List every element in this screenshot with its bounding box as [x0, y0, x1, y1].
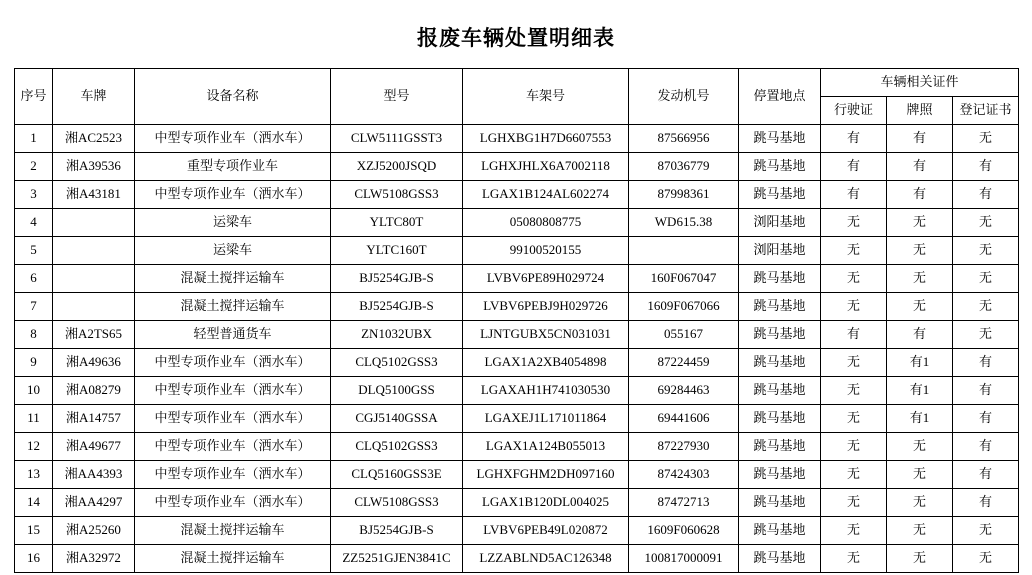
cell-place: 跳马基地: [739, 489, 821, 517]
cell-register: 无: [953, 125, 1019, 153]
cell-driving: 无: [821, 377, 887, 405]
cell-seq: 12: [15, 433, 53, 461]
cell-vin: LGAXEJ1L171011864: [463, 405, 629, 433]
cell-engine: 87424303: [629, 461, 739, 489]
cell-model: CLQ5160GSS3E: [331, 461, 463, 489]
cell-model: YLTC160T: [331, 237, 463, 265]
cell-name: 中型专项作业车（洒水车）: [135, 433, 331, 461]
table-row: [15, 153, 1019, 181]
cell-seq: 16: [15, 545, 53, 573]
cell-vin: LVBV6PEB49L020872: [463, 517, 629, 545]
cell-driving: 有: [821, 153, 887, 181]
cell-name: 混凝土搅拌运输车: [135, 293, 331, 321]
cell-vin: LGAXAH1H741030530: [463, 377, 629, 405]
table-row: [15, 349, 1019, 377]
cell-register: 无: [953, 265, 1019, 293]
cell-register: 无: [953, 545, 1019, 573]
cell-engine: 87998361: [629, 181, 739, 209]
table-row: [15, 489, 1019, 517]
cell-engine: 1609F067066: [629, 293, 739, 321]
table-row: [15, 293, 1019, 321]
cell-engine: 1609F060628: [629, 517, 739, 545]
cell-seq: 6: [15, 265, 53, 293]
table-body: [15, 125, 1019, 573]
cell-driving: 无: [821, 405, 887, 433]
cell-plate: 湘AC2523: [53, 125, 135, 153]
cell-driving: 无: [821, 461, 887, 489]
cell-driving: 无: [821, 209, 887, 237]
header-plate: 车牌: [53, 69, 135, 125]
cell-model: BJ5254GJB-S: [331, 265, 463, 293]
cell-register: 无: [953, 237, 1019, 265]
cell-model: DLQ5100GSS: [331, 377, 463, 405]
cell-driving: 无: [821, 433, 887, 461]
table-row: [15, 405, 1019, 433]
cell-place: 跳马基地: [739, 321, 821, 349]
cell-register: 有: [953, 489, 1019, 517]
cell-plate: 湘A08279: [53, 377, 135, 405]
cell-vin: 05080808775: [463, 209, 629, 237]
cell-license: 有1: [887, 349, 953, 377]
cell-model: BJ5254GJB-S: [331, 517, 463, 545]
cell-driving: 有: [821, 321, 887, 349]
cell-place: 跳马基地: [739, 405, 821, 433]
cell-name: 混凝土搅拌运输车: [135, 517, 331, 545]
cell-license: 无: [887, 517, 953, 545]
cell-license: 有: [887, 321, 953, 349]
table-row: [15, 517, 1019, 545]
cell-driving: 无: [821, 265, 887, 293]
cell-name: 中型专项作业车（洒水车）: [135, 405, 331, 433]
cell-plate: 湘A32972: [53, 545, 135, 573]
cell-engine: 055167: [629, 321, 739, 349]
cell-name: 中型专项作业车（洒水车）: [135, 489, 331, 517]
cell-engine: [629, 237, 739, 265]
cell-plate: 湘A2TS65: [53, 321, 135, 349]
cell-vin: LGHXBG1H7D6607553: [463, 125, 629, 153]
cell-place: 跳马基地: [739, 545, 821, 573]
cell-vin: LVBV6PE89H029724: [463, 265, 629, 293]
cell-place: 跳马基地: [739, 433, 821, 461]
cell-seq: 13: [15, 461, 53, 489]
header-vin: 车架号: [463, 69, 629, 125]
cell-name: 混凝土搅拌运输车: [135, 545, 331, 573]
cell-driving: 有: [821, 181, 887, 209]
cell-name: 重型专项作业车: [135, 153, 331, 181]
table-row: [15, 265, 1019, 293]
cell-license: 无: [887, 433, 953, 461]
cell-name: 中型专项作业车（洒水车）: [135, 181, 331, 209]
cell-plate: 湘A49677: [53, 433, 135, 461]
cell-register: 有: [953, 405, 1019, 433]
header-certificate-group: 车辆相关证件: [821, 69, 1019, 97]
cell-engine: 160F067047: [629, 265, 739, 293]
cell-plate: [53, 265, 135, 293]
cell-model: CLW5108GSS3: [331, 181, 463, 209]
cell-plate: 湘A39536: [53, 153, 135, 181]
cell-driving: 有: [821, 125, 887, 153]
cell-model: CLW5111GSST3: [331, 125, 463, 153]
cell-register: 无: [953, 517, 1019, 545]
cell-place: 跳马基地: [739, 461, 821, 489]
cell-seq: 4: [15, 209, 53, 237]
cell-vin: LGAX1B120DL004025: [463, 489, 629, 517]
cell-vin: LZZABLND5AC126348: [463, 545, 629, 573]
cell-driving: 无: [821, 517, 887, 545]
cell-engine: 87036779: [629, 153, 739, 181]
cell-vin: LGHXJHLX6A7002118: [463, 153, 629, 181]
cell-license: 无: [887, 545, 953, 573]
cell-seq: 1: [15, 125, 53, 153]
cell-model: CGJ5140GSSA: [331, 405, 463, 433]
cell-place: 跳马基地: [739, 125, 821, 153]
table-row: [15, 125, 1019, 153]
cell-vin: LGHXFGHM2DH097160: [463, 461, 629, 489]
cell-license: 有: [887, 125, 953, 153]
page-title: 报废车辆处置明细表: [417, 26, 615, 50]
cell-seq: 14: [15, 489, 53, 517]
cell-plate: 湘A43181: [53, 181, 135, 209]
cell-model: CLQ5102GSS3: [331, 349, 463, 377]
cell-engine: 87227930: [629, 433, 739, 461]
cell-driving: 无: [821, 349, 887, 377]
table-row: [15, 237, 1019, 265]
cell-name: 运梁车: [135, 209, 331, 237]
cell-vin: LGAX1B124AL602274: [463, 181, 629, 209]
cell-seq: 9: [15, 349, 53, 377]
table-row: [15, 461, 1019, 489]
cell-model: ZZ5251GJEN3841C: [331, 545, 463, 573]
cell-register: 有: [953, 181, 1019, 209]
cell-plate: 湘A49636: [53, 349, 135, 377]
cell-plate: 湘A25260: [53, 517, 135, 545]
cell-vin: LJNTGUBX5CN031031: [463, 321, 629, 349]
header-driving-license: 行驶证: [821, 97, 887, 125]
cell-model: CLW5108GSS3: [331, 489, 463, 517]
cell-place: 跳马基地: [739, 377, 821, 405]
cell-vin: LGAX1A124B055013: [463, 433, 629, 461]
cell-engine: 100817000091: [629, 545, 739, 573]
cell-register: 有: [953, 349, 1019, 377]
cell-license: 无: [887, 489, 953, 517]
cell-place: 跳马基地: [739, 517, 821, 545]
cell-register: 有: [953, 377, 1019, 405]
cell-register: 有: [953, 153, 1019, 181]
cell-model: CLQ5102GSS3: [331, 433, 463, 461]
cell-license: 有: [887, 153, 953, 181]
cell-register: 有: [953, 433, 1019, 461]
table-row: [15, 321, 1019, 349]
cell-driving: 无: [821, 489, 887, 517]
cell-engine: 69284463: [629, 377, 739, 405]
cell-place: 跳马基地: [739, 153, 821, 181]
cell-engine: 87566956: [629, 125, 739, 153]
cell-plate: [53, 209, 135, 237]
cell-seq: 3: [15, 181, 53, 209]
table-row: [15, 545, 1019, 573]
cell-engine: 87224459: [629, 349, 739, 377]
cell-seq: 2: [15, 153, 53, 181]
cell-plate: [53, 237, 135, 265]
cell-plate: 湘AA4297: [53, 489, 135, 517]
cell-name: 中型专项作业车（洒水车）: [135, 377, 331, 405]
cell-license: 无: [887, 237, 953, 265]
cell-license: 无: [887, 293, 953, 321]
cell-name: 轻型普通货车: [135, 321, 331, 349]
header-name: 设备名称: [135, 69, 331, 125]
header-seq: 序号: [15, 69, 53, 125]
cell-engine: 87472713: [629, 489, 739, 517]
cell-model: BJ5254GJB-S: [331, 293, 463, 321]
cell-model: XZJ5200JSQD: [331, 153, 463, 181]
cell-driving: 无: [821, 237, 887, 265]
cell-engine: 69441606: [629, 405, 739, 433]
cell-plate: 湘AA4393: [53, 461, 135, 489]
header-model: 型号: [331, 69, 463, 125]
table-row: [15, 209, 1019, 237]
cell-place: 跳马基地: [739, 181, 821, 209]
cell-place: 浏阳基地: [739, 237, 821, 265]
cell-seq: 15: [15, 517, 53, 545]
cell-register: 无: [953, 321, 1019, 349]
cell-place: 浏阳基地: [739, 209, 821, 237]
cell-seq: 8: [15, 321, 53, 349]
header-plate-license: 牌照: [887, 97, 953, 125]
cell-seq: 10: [15, 377, 53, 405]
cell-license: 有: [887, 181, 953, 209]
table-header-row-1: [15, 69, 1019, 97]
cell-name: 中型专项作业车（洒水车）: [135, 125, 331, 153]
cell-name: 运梁车: [135, 237, 331, 265]
cell-vin: LGAX1A2XB4054898: [463, 349, 629, 377]
table-header: [15, 69, 1019, 125]
cell-driving: 无: [821, 293, 887, 321]
table-row: [15, 181, 1019, 209]
header-engine: 发动机号: [629, 69, 739, 125]
cell-driving: 无: [821, 545, 887, 573]
cell-model: ZN1032UBX: [331, 321, 463, 349]
table-row: [15, 377, 1019, 405]
cell-license: 有1: [887, 377, 953, 405]
cell-engine: WD615.38: [629, 209, 739, 237]
cell-plate: 湘A14757: [53, 405, 135, 433]
cell-license: 无: [887, 265, 953, 293]
table-row: [15, 433, 1019, 461]
cell-seq: 5: [15, 237, 53, 265]
cell-vin: LVBV6PEBJ9H029726: [463, 293, 629, 321]
vehicle-disposal-table: [14, 68, 1019, 573]
cell-place: 跳马基地: [739, 265, 821, 293]
cell-name: 中型专项作业车（洒水车）: [135, 461, 331, 489]
cell-place: 跳马基地: [739, 349, 821, 377]
cell-register: 有: [953, 461, 1019, 489]
cell-seq: 7: [15, 293, 53, 321]
cell-register: 无: [953, 209, 1019, 237]
header-place: 停置地点: [739, 69, 821, 125]
cell-register: 无: [953, 293, 1019, 321]
cell-plate: [53, 293, 135, 321]
cell-vin: 99100520155: [463, 237, 629, 265]
cell-place: 跳马基地: [739, 293, 821, 321]
cell-license: 无: [887, 461, 953, 489]
cell-license: 有1: [887, 405, 953, 433]
cell-license: 无: [887, 209, 953, 237]
header-registration-certificate: 登记证书: [953, 97, 1019, 125]
cell-name: 中型专项作业车（洒水车）: [135, 349, 331, 377]
document-page: [0, 22, 1032, 575]
cell-seq: 11: [15, 405, 53, 433]
cell-model: YLTC80T: [331, 209, 463, 237]
cell-name: 混凝土搅拌运输车: [135, 265, 331, 293]
